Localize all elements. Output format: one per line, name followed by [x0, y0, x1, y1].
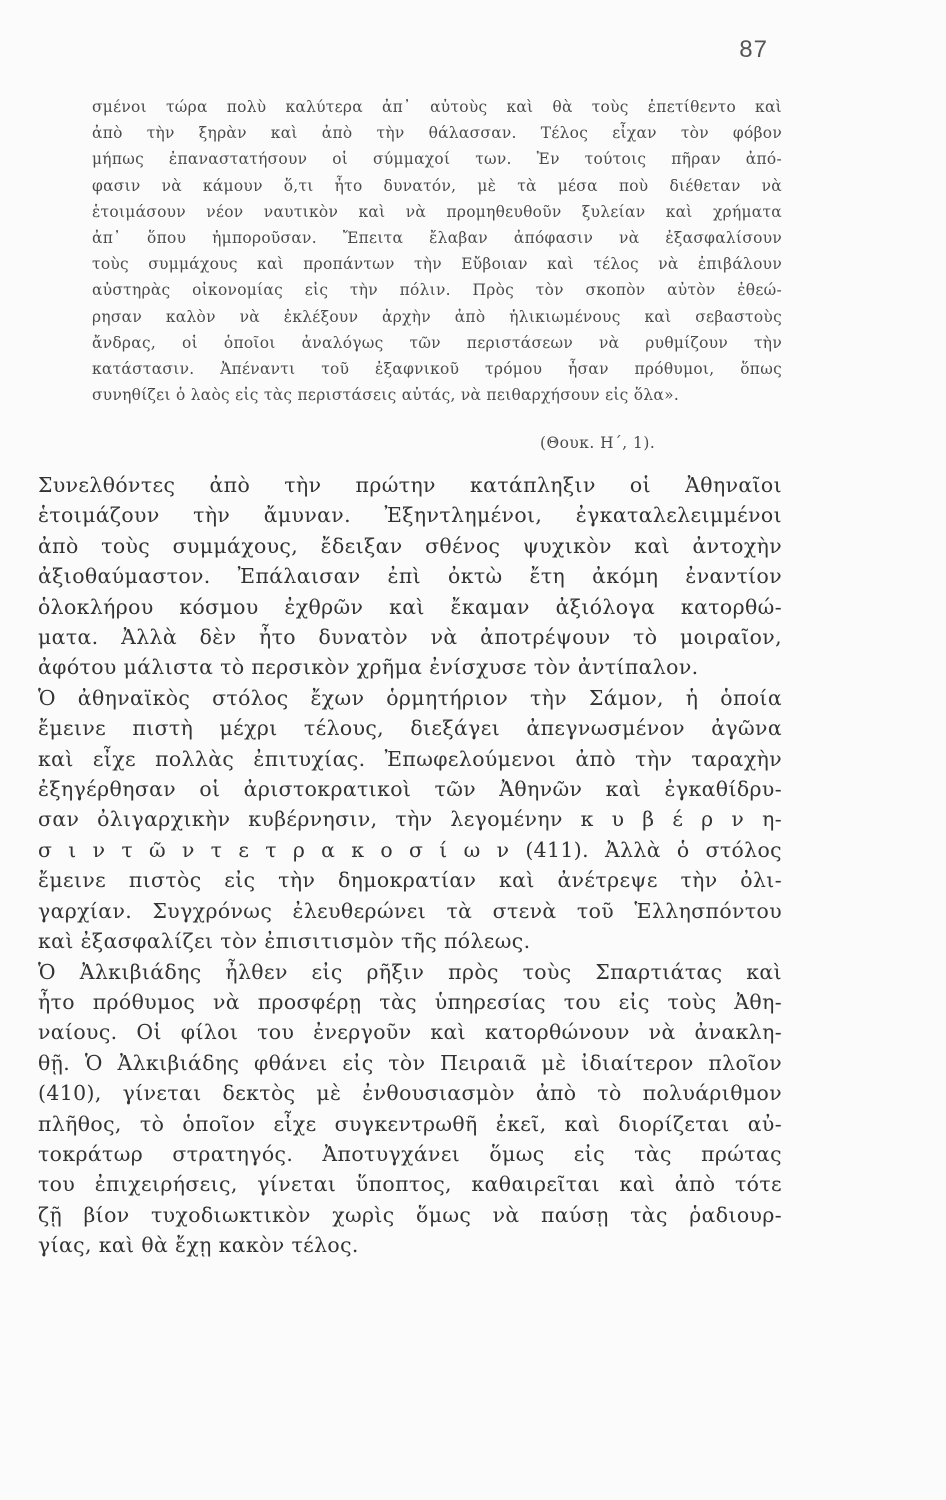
body-line: γίας, καὶ θὰ ἔχῃ κακὸν τέλος. [38, 1233, 359, 1258]
quote-line: μήπως ἐπαναστατήσουν οἱ σύμμαχοί των. Ἐν τούτοις πῆραν ἀπό- [92, 150, 782, 169]
body-line: ἔμεινε πιστὴ μέχρι τέλους, διεξάγει ἀπεγνωσμένον ἀγῶνα [38, 716, 782, 741]
body-line: ματα. Ἀλλὰ δὲν ἦτο δυνατὸν νὰ ἀποτρέψουν τὸ μοιραῖον, [38, 625, 782, 650]
body-line: θῇ. Ὁ Ἀλκιβιάδης φθάνει εἰς τὸν Πειραιᾶ μὲ ἰδιαίτερον πλοῖον [38, 1050, 782, 1075]
body-line: του ἐπιχειρήσεις, γίνεται ὕποπτος, καθαιρεῖται καὶ ἀπὸ τότε [38, 1172, 782, 1197]
body-text [38, 470, 782, 1261]
quote-line: ἄνδρας, οἱ ὁποῖοι ἀναλόγως τῶν περιστάσεων νὰ ρυθμίζουν τὴν [92, 333, 782, 352]
quote-line: συνηθίζει ὁ λαὸς εἰς τὰς περιστάσεις αὐτάς, νὰ πειθαρχήσουν εἰς ὅλα». [92, 386, 680, 405]
citation: (Θουκ. Η΄, 1). [540, 434, 656, 452]
quote-line: φασιν νὰ κάμουν ὅ,τι ἦτο δυνατόν, μὲ τὰ μέσα ποὺ διέθεταν νὰ [92, 176, 782, 195]
body-line: ἑτοιμάζουν τὴν ἄμυναν. Ἐξηντλημένοι, ἐγκαταλελειμμένοι [38, 503, 782, 528]
body-line: Ὁ ἀθηναϊκὸς στόλος ἔχων ὁρμητήριον τὴν Σάμον, ἡ ὁποία [38, 685, 782, 710]
page-number: 87 [739, 36, 768, 63]
body-line: ἐξηγέρθησαν οἱ ἀριστοκρατικοὶ τῶν Ἀθηνῶν καὶ ἐγκαθίδρυ- [38, 777, 782, 802]
quote-line: αὐστηρὰς οἰκονομίας εἰς τὴν πόλιν. Πρὸς τὸν σκοπὸν αὐτὸν ἐθεώ- [92, 281, 782, 300]
body-line: σ ι ν τ ῶ ν τ ε τ ρ α κ ο σ ί ω ν (411). Ἀλλὰ ὁ στόλος [38, 837, 782, 862]
quote-line: ἑτοιμάσουν νέον ναυτικὸν καὶ νὰ προμηθευθοῦν ξυλείαν καὶ χρήματα [92, 202, 782, 221]
body-line: (410), γίνεται δεκτὸς μὲ ἐνθουσιασμὸν ἀπὸ τὸ πολυάριθμον [38, 1081, 782, 1106]
body-line: ἀπὸ τοὺς συμμάχους, ἔδειξαν σθένος ψυχικὸν καὶ ἀντοχὴν [38, 533, 782, 558]
body-line: ἀξιοθαύμαστον. Ἐπάλαισαν ἐπὶ ὀκτὼ ἔτη ἀκόμη ἐναντίον [38, 564, 782, 589]
quoted-passage [92, 94, 782, 408]
body-line: τοκράτωρ στρατηγός. Ἀποτυγχάνει ὅμως εἰς τὰς πρώτας [38, 1141, 782, 1166]
quote-line: ἀπὸ τὴν ξηρὰν καὶ ἀπὸ τὴν θάλασσαν. Τέλος εἶχαν τὸν φόβον [92, 124, 782, 143]
body-line: γαρχίαν. Συγχρόνως ἐλευθερώνει τὰ στενὰ τοῦ Ἑλλησπόντου [38, 898, 782, 923]
body-line: σαν ὀλιγαρχικὴν κυβέρνησιν, τὴν λεγομένην κ υ β έ ρ ν η- [38, 807, 782, 832]
body-line: Συνελθόντες ἀπὸ τὴν πρώτην κατάπληξιν οἱ Ἀθηναῖοι [38, 473, 782, 497]
quote-line: ἀπ᾽ ὅπου ἠμποροῦσαν. Ἔπειτα ἔλαβαν ἀπόφασιν νὰ ἐξασφαλίσουν [92, 229, 782, 248]
body-line: Ὁ Ἀλκιβιάδης ἦλθεν εἰς ρῆξιν πρὸς τοὺς Σπαρτιάτας καὶ [38, 959, 782, 984]
body-line: πλῆθος, τὸ ὁποῖον εἶχε συγκεντρωθῆ ἐκεῖ, καὶ διορίζεται αὐ- [38, 1111, 782, 1136]
quote-line: σμένοι τώρα πολὺ καλύτερα ἀπ᾽ αὐτοὺς καὶ θὰ τοὺς ἐπετίθεντο καὶ [92, 98, 782, 116]
body-line: ναίους. Οἱ φίλοι του ἐνεργοῦν καὶ κατορθώνουν νὰ ἀνακλη- [38, 1020, 782, 1045]
quote-line: ρησαν καλὸν νὰ ἐκλέξουν ἀρχὴν ἀπὸ ἡλικιωμένους καὶ σεβαστοὺς [92, 307, 782, 326]
body-line: ζῇ βίον τυχοδιωκτικὸν χωρὶς ὅμως νὰ παύσῃ τὰς ῥαδιουρ- [38, 1202, 782, 1227]
quote-line: κατάστασιν. Ἀπέναντι τοῦ ἐξαφνικοῦ τρόμου ἦσαν πρόθυμοι, ὅπως [92, 360, 782, 379]
body-line: ἦτο πρόθυμος νὰ προσφέρῃ τὰς ὑπηρεσίας του εἰς τοὺς Ἀθη- [38, 989, 782, 1014]
body-line: καὶ εἶχε πολλὰς ἐπιτυχίας. Ἐπωφελούμενοι ἀπὸ τὴν ταραχὴν [38, 746, 782, 771]
body-line: καὶ ἐξασφαλίζει τὸν ἐπισιτισμὸν τῆς πόλεως. [38, 929, 531, 954]
quote-line: τοὺς συμμάχους καὶ προπάντων τὴν Εὔβοιαν καὶ τέλος νὰ ἐπιβάλουν [92, 255, 782, 274]
body-line: ἀφότου μάλιστα τὸ περσικὸν χρῆμα ἐνίσχυσε τὸν ἀντίπαλον. [38, 655, 699, 680]
body-line: ὁλοκλήρου κόσμου ἐχθρῶν καὶ ἔκαμαν ἀξιόλογα κατορθώ- [38, 594, 782, 619]
body-line: ἔμεινε πιστὸς εἰς τὴν δημοκρατίαν καὶ ἀνέτρεψε τὴν ὀλι- [38, 868, 782, 893]
